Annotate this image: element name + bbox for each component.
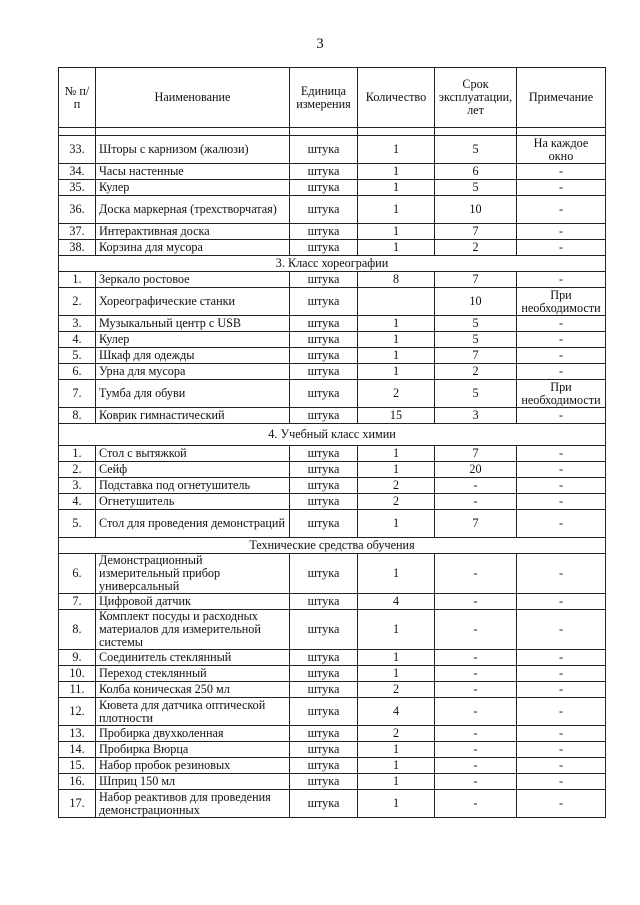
note-cell: - <box>517 610 606 650</box>
item-name: Пробирка двухколенная <box>96 726 290 742</box>
table-row <box>59 774 606 790</box>
unit-cell: штука <box>290 136 358 164</box>
row-number: 14. <box>59 742 96 758</box>
row-number: 3. <box>59 478 96 494</box>
quantity-cell: 1 <box>358 610 435 650</box>
unit-cell: штука <box>290 462 358 478</box>
item-name: Корзина для мусора <box>96 240 290 256</box>
quantity-cell: 2 <box>358 682 435 698</box>
section-header-row <box>59 256 606 272</box>
term-cell: - <box>435 478 517 494</box>
header-qty: Количество <box>358 68 435 128</box>
table-row <box>59 240 606 256</box>
item-name: Хореографические станки <box>96 288 290 316</box>
row-number: 34. <box>59 164 96 180</box>
quantity-cell: 2 <box>358 478 435 494</box>
table-row <box>59 478 606 494</box>
term-cell: - <box>435 758 517 774</box>
row-number: 16. <box>59 774 96 790</box>
section-title: Технические средства обучения <box>59 538 606 554</box>
term-cell: 20 <box>435 462 517 478</box>
row-number: 35. <box>59 180 96 196</box>
unit-cell: штука <box>290 726 358 742</box>
unit-cell: штука <box>290 478 358 494</box>
quantity-cell: 2 <box>358 380 435 408</box>
table-row <box>59 554 606 594</box>
item-name: Урна для мусора <box>96 364 290 380</box>
table-row <box>59 196 606 224</box>
unit-cell: штука <box>290 774 358 790</box>
note-cell: - <box>517 510 606 538</box>
row-number: 6. <box>59 364 96 380</box>
term-cell: - <box>435 494 517 510</box>
quantity-cell: 1 <box>358 774 435 790</box>
unit-cell: штука <box>290 408 358 424</box>
table-row <box>59 180 606 196</box>
note-cell: - <box>517 666 606 682</box>
unit-cell: штука <box>290 554 358 594</box>
quantity-cell: 4 <box>358 698 435 726</box>
item-name: Демонстрационный измерительный прибор универсальный <box>96 554 290 594</box>
note-cell: При необходимости <box>517 288 606 316</box>
row-number: 36. <box>59 196 96 224</box>
row-number: 5. <box>59 510 96 538</box>
item-name: Кулер <box>96 180 290 196</box>
row-number: 2. <box>59 462 96 478</box>
term-cell: 10 <box>435 196 517 224</box>
note-cell: - <box>517 774 606 790</box>
unit-cell: штука <box>290 494 358 510</box>
unit-cell: штука <box>290 224 358 240</box>
note-cell: - <box>517 196 606 224</box>
table-row <box>59 288 606 316</box>
term-cell: 10 <box>435 288 517 316</box>
unit-cell: штука <box>290 180 358 196</box>
term-cell: 5 <box>435 316 517 332</box>
item-name: Стол для проведения демонстраций <box>96 510 290 538</box>
term-cell: 6 <box>435 164 517 180</box>
row-number: 8. <box>59 408 96 424</box>
table-row <box>59 164 606 180</box>
table-row <box>59 726 606 742</box>
quantity-cell <box>358 288 435 316</box>
spacer-cell <box>435 128 517 136</box>
note-cell: - <box>517 698 606 726</box>
item-name: Сейф <box>96 462 290 478</box>
row-number: 12. <box>59 698 96 726</box>
page-number: 3 <box>316 36 324 52</box>
item-name: Подставка под огнетушитель <box>96 478 290 494</box>
spacer-cell <box>96 128 290 136</box>
header-note: Примечание <box>517 68 606 128</box>
table-row <box>59 650 606 666</box>
item-name: Набор пробок резиновых <box>96 758 290 774</box>
item-name: Кулер <box>96 332 290 348</box>
table-row <box>59 316 606 332</box>
term-cell: 5 <box>435 180 517 196</box>
item-name: Часы настенные <box>96 164 290 180</box>
note-cell: - <box>517 594 606 610</box>
quantity-cell: 1 <box>358 348 435 364</box>
table-row <box>59 332 606 348</box>
section-header-row <box>59 424 606 446</box>
unit-cell: штука <box>290 698 358 726</box>
unit-cell: штука <box>290 348 358 364</box>
quantity-cell: 1 <box>358 180 435 196</box>
term-cell: 5 <box>435 136 517 164</box>
item-name: Шторы с карнизом (жалюзи) <box>96 136 290 164</box>
quantity-cell: 1 <box>358 364 435 380</box>
term-cell: - <box>435 790 517 818</box>
term-cell: 5 <box>435 380 517 408</box>
row-number: 7. <box>59 594 96 610</box>
note-cell: - <box>517 758 606 774</box>
item-name: Пробирка Вюрца <box>96 742 290 758</box>
table-row <box>59 758 606 774</box>
item-name: Кювета для датчика оптической плотности <box>96 698 290 726</box>
row-number: 1. <box>59 272 96 288</box>
unit-cell: штука <box>290 446 358 462</box>
item-name: Соединитель стеклянный <box>96 650 290 666</box>
quantity-cell: 8 <box>358 272 435 288</box>
note-cell: - <box>517 478 606 494</box>
item-name: Зеркало ростовое <box>96 272 290 288</box>
quantity-cell: 1 <box>358 554 435 594</box>
term-cell: 2 <box>435 240 517 256</box>
quantity-cell: 2 <box>358 494 435 510</box>
unit-cell: штука <box>290 758 358 774</box>
quantity-cell: 1 <box>358 316 435 332</box>
item-name: Коврик гимнастический <box>96 408 290 424</box>
term-cell: - <box>435 610 517 650</box>
note-cell: - <box>517 790 606 818</box>
row-number: 7. <box>59 380 96 408</box>
table-row <box>59 510 606 538</box>
table-row <box>59 408 606 424</box>
table-row <box>59 610 606 650</box>
table-row <box>59 682 606 698</box>
item-name: Доска маркерная (трехстворчатая) <box>96 196 290 224</box>
table-row <box>59 494 606 510</box>
table-row <box>59 742 606 758</box>
note-cell: На каждое окно <box>517 136 606 164</box>
note-cell: - <box>517 332 606 348</box>
note-cell: - <box>517 408 606 424</box>
quantity-cell: 1 <box>358 240 435 256</box>
row-number: 6. <box>59 554 96 594</box>
term-cell: - <box>435 698 517 726</box>
table-row <box>59 364 606 380</box>
term-cell: - <box>435 742 517 758</box>
term-cell: 3 <box>435 408 517 424</box>
item-name: Стол с вытяжкой <box>96 446 290 462</box>
header-name: Наименование <box>96 68 290 128</box>
quantity-cell: 1 <box>358 758 435 774</box>
row-number: 17. <box>59 790 96 818</box>
quantity-cell: 2 <box>358 726 435 742</box>
term-cell: 7 <box>435 446 517 462</box>
unit-cell: штука <box>290 610 358 650</box>
quantity-cell: 1 <box>358 666 435 682</box>
note-cell: - <box>517 180 606 196</box>
table-row <box>59 136 606 164</box>
table-row <box>59 698 606 726</box>
row-number: 15. <box>59 758 96 774</box>
note-cell: - <box>517 364 606 380</box>
item-name: Тумба для обуви <box>96 380 290 408</box>
table-body <box>59 136 606 818</box>
table-row <box>59 224 606 240</box>
term-cell: - <box>435 666 517 682</box>
table-row <box>59 272 606 288</box>
spacer-cell <box>59 128 96 136</box>
table-row <box>59 348 606 364</box>
row-number: 11. <box>59 682 96 698</box>
quantity-cell: 1 <box>358 650 435 666</box>
note-cell: - <box>517 272 606 288</box>
item-name: Огнетушитель <box>96 494 290 510</box>
quantity-cell: 1 <box>358 196 435 224</box>
unit-cell: штука <box>290 240 358 256</box>
quantity-cell: 1 <box>358 742 435 758</box>
term-cell: 7 <box>435 224 517 240</box>
header-term: Срок эксплуатации, лет <box>435 68 517 128</box>
term-cell: 2 <box>435 364 517 380</box>
note-cell: - <box>517 682 606 698</box>
row-number: 33. <box>59 136 96 164</box>
note-cell: - <box>517 240 606 256</box>
term-cell: - <box>435 726 517 742</box>
quantity-cell: 1 <box>358 164 435 180</box>
note-cell: - <box>517 164 606 180</box>
item-name: Набор реактивов для проведения демонстрационных <box>96 790 290 818</box>
row-number: 38. <box>59 240 96 256</box>
term-cell: 7 <box>435 348 517 364</box>
table-row <box>59 380 606 408</box>
row-number: 9. <box>59 650 96 666</box>
table-row <box>59 790 606 818</box>
note-cell: - <box>517 224 606 240</box>
term-cell: - <box>435 774 517 790</box>
unit-cell: штука <box>290 164 358 180</box>
item-name: Шкаф для одежды <box>96 348 290 364</box>
note-cell: - <box>517 462 606 478</box>
row-number: 4. <box>59 494 96 510</box>
row-number: 13. <box>59 726 96 742</box>
row-number: 8. <box>59 610 96 650</box>
quantity-cell: 1 <box>358 224 435 240</box>
spacer-cell <box>358 128 435 136</box>
unit-cell: штука <box>290 196 358 224</box>
quantity-cell: 1 <box>358 790 435 818</box>
row-number: 5. <box>59 348 96 364</box>
row-number: 4. <box>59 332 96 348</box>
inventory-table <box>58 67 606 818</box>
note-cell: - <box>517 742 606 758</box>
note-cell: - <box>517 554 606 594</box>
header-unit: Единица измерения <box>290 68 358 128</box>
unit-cell: штука <box>290 288 358 316</box>
spacer-cell <box>517 128 606 136</box>
quantity-cell: 1 <box>358 510 435 538</box>
unit-cell: штука <box>290 790 358 818</box>
item-name: Интерактивная доска <box>96 224 290 240</box>
item-name: Шприц 150 мл <box>96 774 290 790</box>
note-cell: - <box>517 446 606 462</box>
item-name: Колба коническая 250 мл <box>96 682 290 698</box>
term-cell: 7 <box>435 272 517 288</box>
table-row <box>59 446 606 462</box>
unit-cell: штука <box>290 272 358 288</box>
item-name: Переход стеклянный <box>96 666 290 682</box>
unit-cell: штука <box>290 594 358 610</box>
note-cell: - <box>517 494 606 510</box>
row-number: 37. <box>59 224 96 240</box>
header-num: № п/п <box>59 68 96 128</box>
term-cell: 7 <box>435 510 517 538</box>
table-row <box>59 666 606 682</box>
table-header-row <box>59 68 606 128</box>
quantity-cell: 1 <box>358 136 435 164</box>
item-name: Цифровой датчик <box>96 594 290 610</box>
note-cell: - <box>517 316 606 332</box>
note-cell: При необходимости <box>517 380 606 408</box>
item-name: Музыкальный центр с USB <box>96 316 290 332</box>
spacer-cell <box>290 128 358 136</box>
note-cell: - <box>517 726 606 742</box>
unit-cell: штука <box>290 742 358 758</box>
unit-cell: штука <box>290 650 358 666</box>
row-number: 1. <box>59 446 96 462</box>
section-header-row <box>59 538 606 554</box>
section-title: 4. Учебный класс химии <box>59 424 606 446</box>
quantity-cell: 15 <box>358 408 435 424</box>
item-name: Комплект посуды и расходных материалов для измерительной системы <box>96 610 290 650</box>
term-cell: - <box>435 682 517 698</box>
note-cell: - <box>517 650 606 666</box>
row-number: 10. <box>59 666 96 682</box>
section-title: 3. Класс хореографии <box>59 256 606 272</box>
table-row <box>59 462 606 478</box>
unit-cell: штука <box>290 332 358 348</box>
quantity-cell: 4 <box>358 594 435 610</box>
quantity-cell: 1 <box>358 462 435 478</box>
unit-cell: штука <box>290 364 358 380</box>
header-spacer-row <box>59 128 606 136</box>
row-number: 3. <box>59 316 96 332</box>
term-cell: 5 <box>435 332 517 348</box>
unit-cell: штука <box>290 316 358 332</box>
unit-cell: штука <box>290 510 358 538</box>
note-cell: - <box>517 348 606 364</box>
unit-cell: штука <box>290 666 358 682</box>
unit-cell: штука <box>290 380 358 408</box>
row-number: 2. <box>59 288 96 316</box>
quantity-cell: 1 <box>358 446 435 462</box>
table-row <box>59 594 606 610</box>
term-cell: - <box>435 650 517 666</box>
quantity-cell: 1 <box>358 332 435 348</box>
unit-cell: штука <box>290 682 358 698</box>
term-cell: - <box>435 554 517 594</box>
term-cell: - <box>435 594 517 610</box>
